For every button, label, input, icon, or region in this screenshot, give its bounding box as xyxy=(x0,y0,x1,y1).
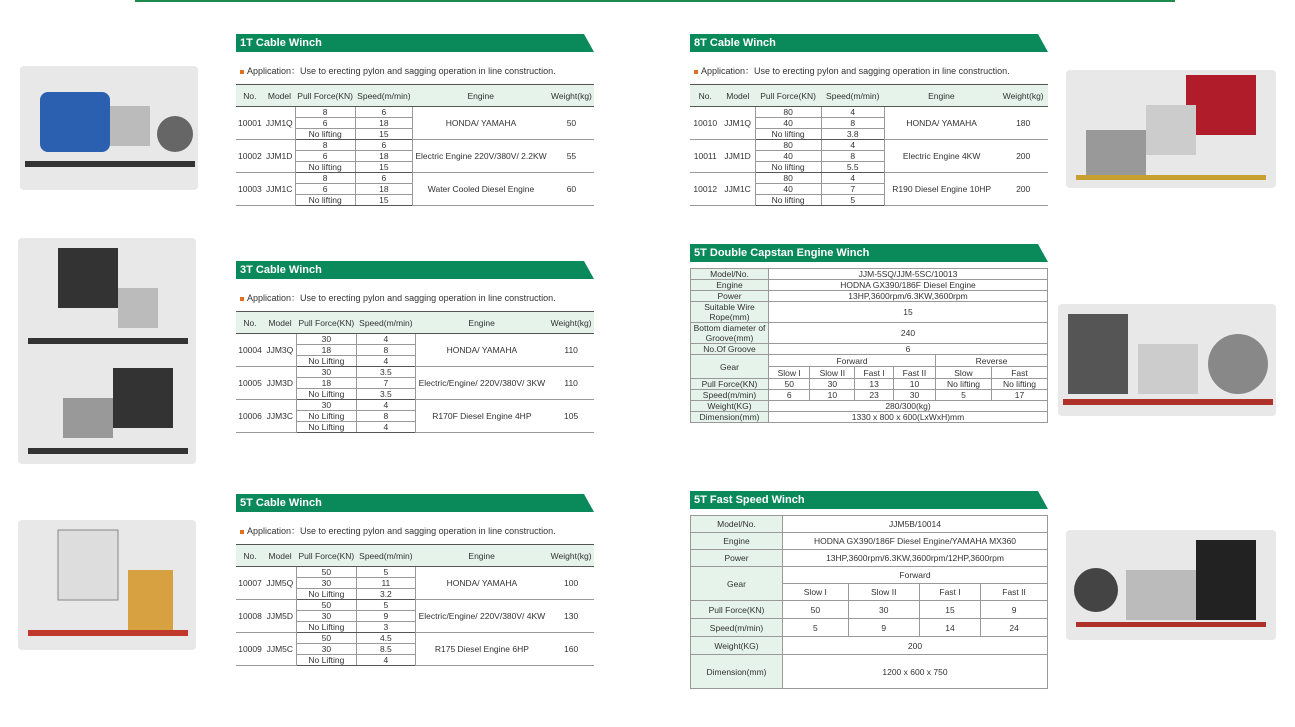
gear-cell: Slow II xyxy=(848,584,919,601)
gear-cell: Slow I xyxy=(783,584,849,601)
cell-speed: 5 xyxy=(357,600,415,611)
col-model: Model xyxy=(721,85,756,107)
cell-force: 8 xyxy=(295,107,355,118)
cell-speed: 18 xyxy=(355,151,413,162)
speed-cell: 30 xyxy=(893,390,935,401)
cell-model: JJM3C xyxy=(264,400,296,433)
col-engine: Engine xyxy=(415,312,548,334)
col-engine: Engine xyxy=(413,85,549,107)
cell-force: 50 xyxy=(296,633,357,644)
cell-no: 10012 xyxy=(690,173,721,206)
cell-model: JJM1Q xyxy=(264,107,296,140)
section-5t-fast-speed xyxy=(690,491,1048,689)
cell-force: No Lifting xyxy=(296,411,357,422)
cell-no: 10004 xyxy=(236,334,264,367)
col-speed: Speed(m/min) xyxy=(355,85,413,107)
label-weight: Weight(KG) xyxy=(691,401,769,412)
cell-speed: 6 xyxy=(355,173,413,184)
cell-engine: Water Cooled Diesel Engine xyxy=(413,173,549,206)
cell-engine: HONDA/ YAMAHA xyxy=(415,567,548,600)
pull-cell: 50 xyxy=(769,379,810,390)
gear-forward: Forward xyxy=(769,355,936,367)
cell-speed: 4 xyxy=(357,655,415,666)
cell-speed: 6 xyxy=(355,107,413,118)
col-model: Model xyxy=(264,312,296,334)
cell-no: 10010 xyxy=(690,107,721,140)
pull-cell: No lifting xyxy=(991,379,1047,390)
cell-speed: 4 xyxy=(357,400,415,411)
pull-cell: 13 xyxy=(855,379,894,390)
cell-weight: 100 xyxy=(548,567,594,600)
cell-engine: R175 Diesel Engine 6HP xyxy=(415,633,548,666)
cell-force: No lifting xyxy=(295,195,355,206)
col-pull-force: Pull Force(KN) xyxy=(296,312,357,334)
bullet-square-icon xyxy=(240,70,244,74)
cell-speed: 9 xyxy=(357,611,415,622)
label-power: Power xyxy=(691,291,769,302)
cell-model: JJM1Q xyxy=(721,107,756,140)
label-speed: Speed(m/min) xyxy=(691,619,783,637)
cell-speed: 3.2 xyxy=(357,589,415,600)
col-speed: Speed(m/min) xyxy=(357,312,415,334)
pull-cell: 10 xyxy=(893,379,935,390)
cell-force: No Lifting xyxy=(296,622,357,633)
winch-8t-photo xyxy=(1066,70,1276,188)
label-engine: Engine xyxy=(691,280,769,291)
gear-forward: Forward xyxy=(783,567,1048,584)
value-power: 13HP,3600rpm/6.3KW,3600rpm/12HP,3600rpm xyxy=(783,550,1048,567)
cell-weight: 200 xyxy=(998,173,1048,206)
cell-force: No Lifting xyxy=(296,422,357,433)
cell-speed: 4.5 xyxy=(357,633,415,644)
cell-force: 6 xyxy=(295,118,355,129)
label-wire-rope: Suitable Wire Rope(mm) xyxy=(691,302,769,323)
speed-cell: 14 xyxy=(919,619,980,637)
label-power: Power xyxy=(691,550,783,567)
cell-speed: 4 xyxy=(357,334,415,345)
cell-model: JJM3D xyxy=(264,367,296,400)
pull-cell: 30 xyxy=(810,379,855,390)
cell-no: 10006 xyxy=(236,400,264,433)
col-model: Model xyxy=(264,545,296,567)
col-pull-force: Pull Force(KN) xyxy=(296,545,357,567)
cell-speed: 5 xyxy=(821,195,884,206)
spec-table-1t xyxy=(236,84,594,206)
gear-cell: Slow I xyxy=(769,367,810,379)
cell-weight: 55 xyxy=(549,140,594,173)
cell-force: 30 xyxy=(296,578,357,589)
section-title: 8T Cable Winch xyxy=(690,34,1048,52)
section-8t-cable-winch xyxy=(690,34,1048,206)
spec-table-8t xyxy=(690,84,1048,206)
cell-speed: 5 xyxy=(357,567,415,578)
label-engine: Engine xyxy=(691,533,783,550)
cell-force: 50 xyxy=(296,600,357,611)
section-5t-cable-winch xyxy=(236,494,594,666)
section-title: 1T Cable Winch xyxy=(236,34,594,52)
winch-5t-photo xyxy=(18,520,196,650)
section-1t-cable-winch xyxy=(236,34,594,206)
cell-force: 30 xyxy=(296,400,357,411)
pull-cell: 9 xyxy=(981,601,1048,619)
cell-force: 40 xyxy=(755,184,821,195)
col-no: No. xyxy=(690,85,721,107)
cell-speed: 8 xyxy=(821,151,884,162)
section-title: 5T Cable Winch xyxy=(236,494,594,512)
cell-force: No lifting xyxy=(295,162,355,173)
cell-speed: 11 xyxy=(357,578,415,589)
cell-weight: 160 xyxy=(548,633,594,666)
cell-model: JJM1C xyxy=(721,173,756,206)
cell-weight: 180 xyxy=(998,107,1048,140)
top-rule xyxy=(135,0,1175,2)
cell-engine: Electric/Engine/ 220V/380V/ 3KW xyxy=(415,367,548,400)
col-speed: Speed(m/min) xyxy=(821,85,884,107)
cell-speed: 15 xyxy=(355,129,413,140)
cell-engine: R190 Diesel Engine 10HP xyxy=(884,173,998,206)
col-engine: Engine xyxy=(415,545,548,567)
cell-speed: 3 xyxy=(357,622,415,633)
gear-cell: Fast II xyxy=(893,367,935,379)
cell-weight: 200 xyxy=(998,140,1048,173)
application-note: Application：Use to erecting pylon and sagging operation in line construction. xyxy=(236,512,594,544)
gear-cell: Fast II xyxy=(981,584,1048,601)
cell-speed: 8.5 xyxy=(357,644,415,655)
value-wire-rope: 15 xyxy=(769,302,1048,323)
speed-cell: 10 xyxy=(810,390,855,401)
pull-cell: 30 xyxy=(848,601,919,619)
pull-cell: 15 xyxy=(919,601,980,619)
col-model: Model xyxy=(264,85,296,107)
cell-no: 10001 xyxy=(236,107,264,140)
label-groove-count: No.Of Groove xyxy=(691,344,769,355)
label-dimension: Dimension(mm) xyxy=(691,655,783,689)
label-gear: Gear xyxy=(691,567,783,601)
col-weight: Weight(kg) xyxy=(998,85,1048,107)
cell-speed: 18 xyxy=(355,184,413,195)
cell-speed: 4 xyxy=(821,173,884,184)
spec-table-double-capstan xyxy=(690,268,1048,423)
col-speed: Speed(m/min) xyxy=(357,545,415,567)
speed-cell: 24 xyxy=(981,619,1048,637)
cell-speed: 3.5 xyxy=(357,367,415,378)
cell-model: JJM1D xyxy=(721,140,756,173)
cell-speed: 15 xyxy=(355,195,413,206)
cell-model: JJM5Q xyxy=(264,567,296,600)
cell-speed: 8 xyxy=(357,411,415,422)
cell-force: No lifting xyxy=(295,129,355,140)
cell-speed: 6 xyxy=(355,140,413,151)
cell-force: No lifting xyxy=(755,162,821,173)
label-speed: Speed(m/min) xyxy=(691,390,769,401)
cell-engine: Electric Engine 4KW xyxy=(884,140,998,173)
winch-3t-photo xyxy=(18,238,196,464)
section-title: 5T Fast Speed Winch xyxy=(690,491,1048,509)
double-capstan-winch-photo xyxy=(1058,304,1276,416)
cell-speed: 4 xyxy=(821,140,884,151)
cell-force: No Lifting xyxy=(296,589,357,600)
section-title: 5T Double Capstan Engine Winch xyxy=(690,244,1048,262)
speed-cell: 5 xyxy=(783,619,849,637)
gear-cell: Fast I xyxy=(919,584,980,601)
bullet-square-icon xyxy=(240,297,244,301)
label-weight: Weight(KG) xyxy=(691,637,783,655)
cell-force: 8 xyxy=(295,173,355,184)
cell-force: 8 xyxy=(295,140,355,151)
cell-force: 80 xyxy=(755,107,821,118)
cell-weight: 105 xyxy=(548,400,594,433)
cell-engine: Electric Engine 220V/380V/ 2.2KW xyxy=(413,140,549,173)
cell-force: No Lifting xyxy=(296,655,357,666)
value-model: JJM-5SQ/JJM-5SC/10013 xyxy=(769,269,1048,280)
cell-weight: 130 xyxy=(548,600,594,633)
gear-cell: Slow II xyxy=(810,367,855,379)
cell-speed: 4 xyxy=(357,356,415,367)
cell-force: 40 xyxy=(755,151,821,162)
value-engine: HODNA GX390/186F Diesel Engine/YAMAHA MX360 xyxy=(783,533,1048,550)
cell-engine: HONDA/ YAMAHA xyxy=(413,107,549,140)
pull-cell: 50 xyxy=(783,601,849,619)
cell-force: 18 xyxy=(296,378,357,389)
cell-force: 30 xyxy=(296,367,357,378)
cell-no: 10011 xyxy=(690,140,721,173)
cell-force: 30 xyxy=(296,611,357,622)
spec-table-fast-speed xyxy=(690,515,1048,689)
cell-force: 40 xyxy=(755,118,821,129)
cell-weight: 110 xyxy=(548,367,594,400)
value-weight: 280/300(kg) xyxy=(769,401,1048,412)
speed-cell: 23 xyxy=(855,390,894,401)
cell-force: 30 xyxy=(296,334,357,345)
cell-engine: HONDA/ YAMAHA xyxy=(884,107,998,140)
bullet-square-icon xyxy=(694,70,698,74)
cell-force: 6 xyxy=(295,184,355,195)
section-title: 3T Cable Winch xyxy=(236,261,594,279)
cell-force: No lifting xyxy=(755,129,821,140)
cell-engine: HONDA/ YAMAHA xyxy=(415,334,548,367)
section-5t-double-capstan xyxy=(690,244,1048,423)
cell-force: No Lifting xyxy=(296,389,357,400)
application-note: Application：Use to erecting pylon and sagging operation in line construction. xyxy=(236,52,594,84)
application-note: Application：Use to erecting pylon and sagging operation in line construction. xyxy=(236,279,594,311)
col-engine: Engine xyxy=(884,85,998,107)
spec-table-3t xyxy=(236,311,594,433)
fast-speed-winch-photo xyxy=(1066,530,1276,640)
cell-model: JJM5D xyxy=(264,600,296,633)
speed-cell: 17 xyxy=(991,390,1047,401)
col-weight: Weight(kg) xyxy=(548,312,594,334)
col-pull-force: Pull Force(KN) xyxy=(755,85,821,107)
cell-speed: 4 xyxy=(821,107,884,118)
label-groove-diameter: Bottom diameter of Groove(mm) xyxy=(691,323,769,344)
cell-speed: 3.8 xyxy=(821,129,884,140)
cell-force: 50 xyxy=(296,567,357,578)
label-pull-force: Pull Force(KN) xyxy=(691,601,783,619)
spec-table-5t xyxy=(236,544,594,666)
label-pull-force: Pull Force(KN) xyxy=(691,379,769,390)
gear-cell: Slow xyxy=(936,367,992,379)
speed-cell: 6 xyxy=(769,390,810,401)
winch-1t-photo xyxy=(20,66,198,190)
cell-weight: 50 xyxy=(549,107,594,140)
gear-cell: Fast I xyxy=(855,367,894,379)
section-3t-cable-winch xyxy=(236,261,594,433)
value-engine: HODNA GX390/186F Diesel Engine xyxy=(769,280,1048,291)
cell-engine: Electric/Engine/ 220V/380V/ 4KW xyxy=(415,600,548,633)
cell-model: JJM3Q xyxy=(264,334,296,367)
value-weight: 200 xyxy=(783,637,1048,655)
cell-speed: 5.5 xyxy=(821,162,884,173)
cell-model: JJM1D xyxy=(264,140,296,173)
cell-speed: 4 xyxy=(357,422,415,433)
cell-speed: 7 xyxy=(821,184,884,195)
gear-reverse: Reverse xyxy=(936,355,1048,367)
pull-cell: No lifting xyxy=(936,379,992,390)
cell-no: 10008 xyxy=(236,600,264,633)
value-groove-count: 6 xyxy=(769,344,1048,355)
cell-model: JJM1C xyxy=(264,173,296,206)
cell-no: 10003 xyxy=(236,173,264,206)
value-groove-diameter: 240 xyxy=(769,323,1048,344)
cell-force: 80 xyxy=(755,140,821,151)
cell-force: 80 xyxy=(755,173,821,184)
gear-cell: Fast xyxy=(991,367,1047,379)
value-model: JJM5B/10014 xyxy=(783,516,1048,533)
label-model: Model/No. xyxy=(691,516,783,533)
cell-speed: 7 xyxy=(357,378,415,389)
cell-force: 18 xyxy=(296,345,357,356)
col-no: No. xyxy=(236,545,264,567)
value-dimension: 1330 x 800 x 600(LxWxH)mm xyxy=(769,412,1048,423)
label-model: Model/No. xyxy=(691,269,769,280)
cell-no: 10009 xyxy=(236,633,264,666)
col-weight: Weight(kg) xyxy=(549,85,594,107)
cell-weight: 110 xyxy=(548,334,594,367)
bullet-square-icon xyxy=(240,530,244,534)
cell-speed: 3.5 xyxy=(357,389,415,400)
application-note: Application：Use to erecting pylon and sagging operation in line construction. xyxy=(690,52,1048,84)
cell-speed: 15 xyxy=(355,162,413,173)
col-no: No. xyxy=(236,312,264,334)
cell-speed: 18 xyxy=(355,118,413,129)
speed-cell: 9 xyxy=(848,619,919,637)
speed-cell: 5 xyxy=(936,390,992,401)
cell-force: No lifting xyxy=(755,195,821,206)
col-pull-force: Pull Force(KN) xyxy=(295,85,355,107)
col-no: No. xyxy=(236,85,264,107)
cell-weight: 60 xyxy=(549,173,594,206)
value-dimension: 1200 x 600 x 750 xyxy=(783,655,1048,689)
cell-speed: 8 xyxy=(821,118,884,129)
cell-force: 30 xyxy=(296,644,357,655)
cell-engine: R170F Diesel Engine 4HP xyxy=(415,400,548,433)
label-dimension: Dimension(mm) xyxy=(691,412,769,423)
value-power: 13HP,3600rpm/6.3KW,3600rpm xyxy=(769,291,1048,302)
cell-model: JJM5C xyxy=(264,633,296,666)
cell-speed: 8 xyxy=(357,345,415,356)
cell-force: No Lifting xyxy=(296,356,357,367)
cell-force: 6 xyxy=(295,151,355,162)
cell-no: 10002 xyxy=(236,140,264,173)
cell-no: 10007 xyxy=(236,567,264,600)
label-gear: Gear xyxy=(691,355,769,379)
cell-no: 10005 xyxy=(236,367,264,400)
col-weight: Weight(kg) xyxy=(548,545,594,567)
